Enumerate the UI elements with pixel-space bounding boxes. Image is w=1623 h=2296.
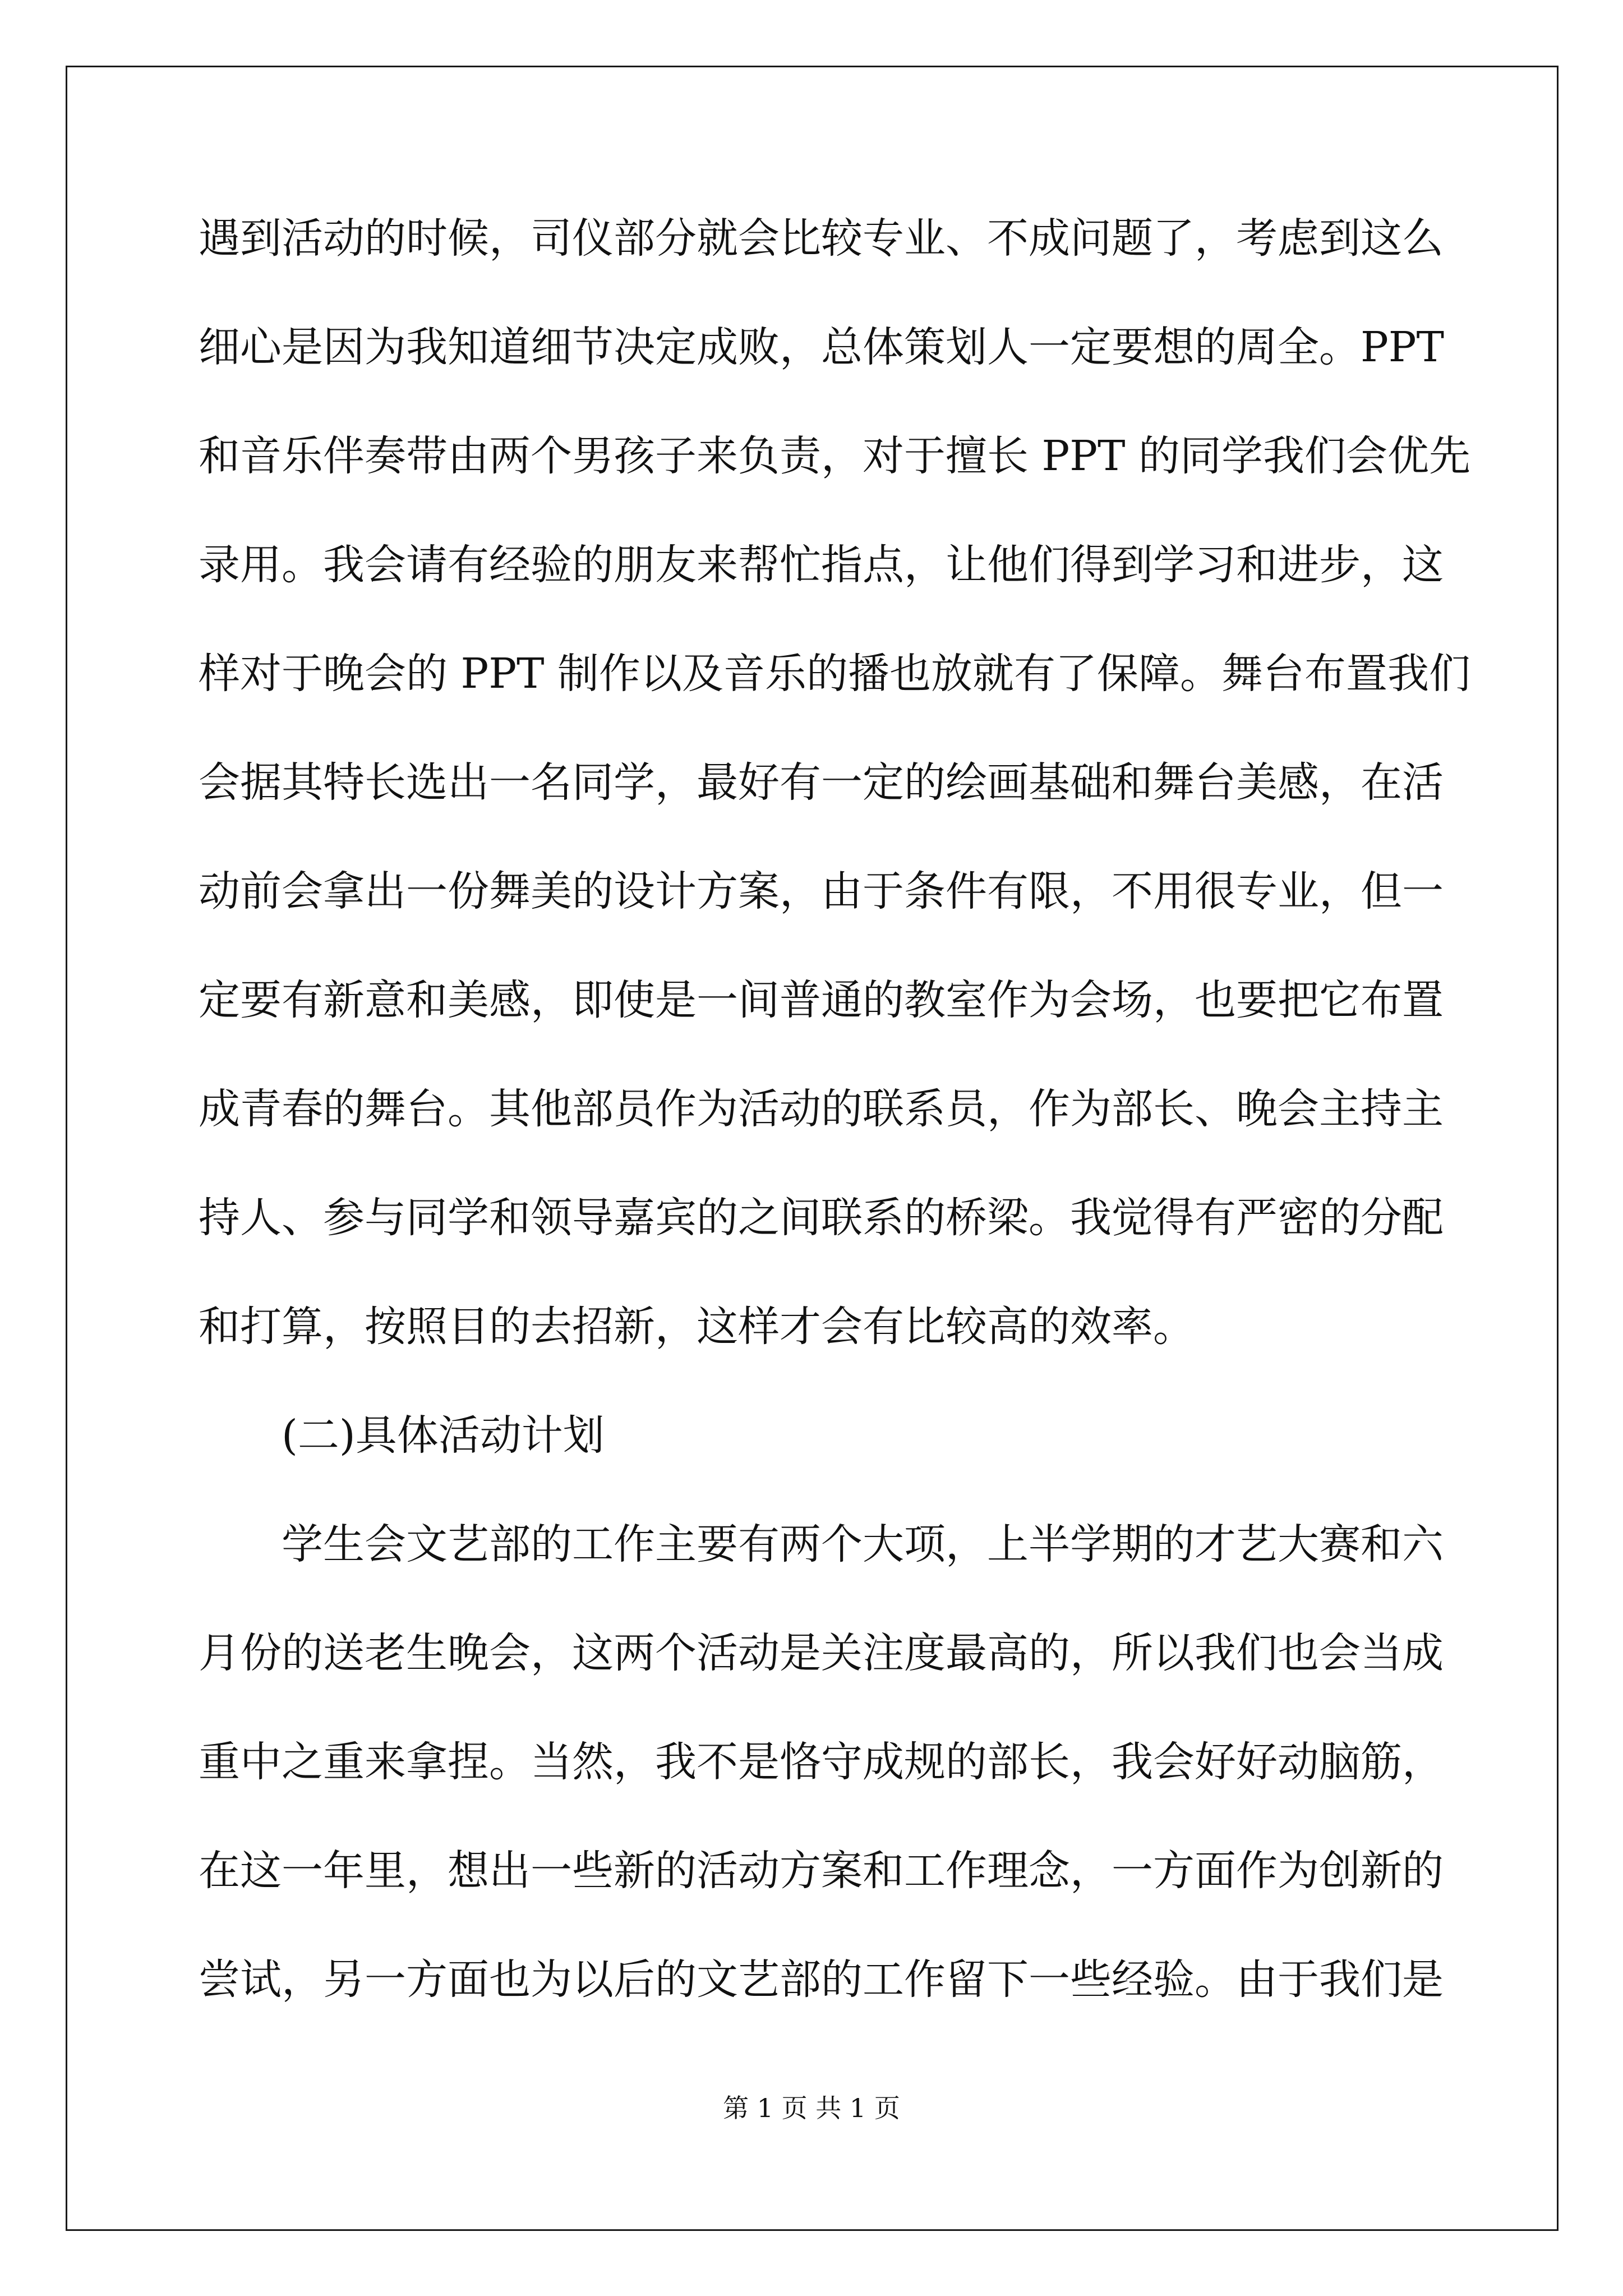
text-line: 和音乐伴奏带由两个男孩子来负责，对于擅长 PPT 的同学我们会优先 [199,432,1470,480]
text-line: 重中之重来拿捏。当然，我不是恪守成规的部长，我会好好动脑筋， [199,1738,1444,1786]
text-line: 会据其特长选出一名同学，最好有一定的绘画基础和舞台美感，在活 [199,758,1444,807]
document-body [199,202,1470,2052]
text-line: (二)具体活动计划 [282,1411,605,1460]
text-line: 月份的送老生晚会，这两个活动是关注度最高的，所以我们也会当成 [199,1629,1444,1677]
text-line: 录用。我会请有经验的朋友来帮忙指点，让他们得到学习和进步，这 [199,541,1444,589]
page-footer: 第 1 页 共 1 页 [723,2093,900,2123]
text-line: 样对于晚会的 PPT 制作以及音乐的播也放就有了保障。舞台布置我们 [199,650,1470,698]
text-line: 细心是因为我知道细节决定成败，总体策划人一定要想的周全。PPT [199,323,1444,371]
text-line: 尝试，另一方面也为以后的文艺部的工作留下一些经验。由于我们是 [199,1955,1444,2004]
text-line: 成青春的舞台。其他部员作为活动的联系员，作为部长、晚会主持主 [199,1085,1444,1133]
text-line: 在这一年里，想出一些新的活动方案和工作理念，一方面作为创新的 [199,1847,1444,1895]
text-line: 定要有新意和美感，即使是一间普通的教室作为会场，也要把它布置 [199,976,1444,1024]
text-line: 遇到活动的时候，司仪部分就会比较专业、不成问题了，考虑到这么 [199,214,1444,263]
text-line: 学生会文艺部的工作主要有两个大项，上半学期的才艺大赛和六 [282,1520,1444,1568]
text-line: 动前会拿出一份舞美的设计方案，由于条件有限，不用很专业，但一 [199,867,1444,915]
text-line: 和打算，按照目的去招新，这样才会有比较高的效率。 [199,1303,1195,1351]
text-line: 持人、参与同学和领导嘉宾的之间联系的桥梁。我觉得有严密的分配 [199,1194,1444,1242]
